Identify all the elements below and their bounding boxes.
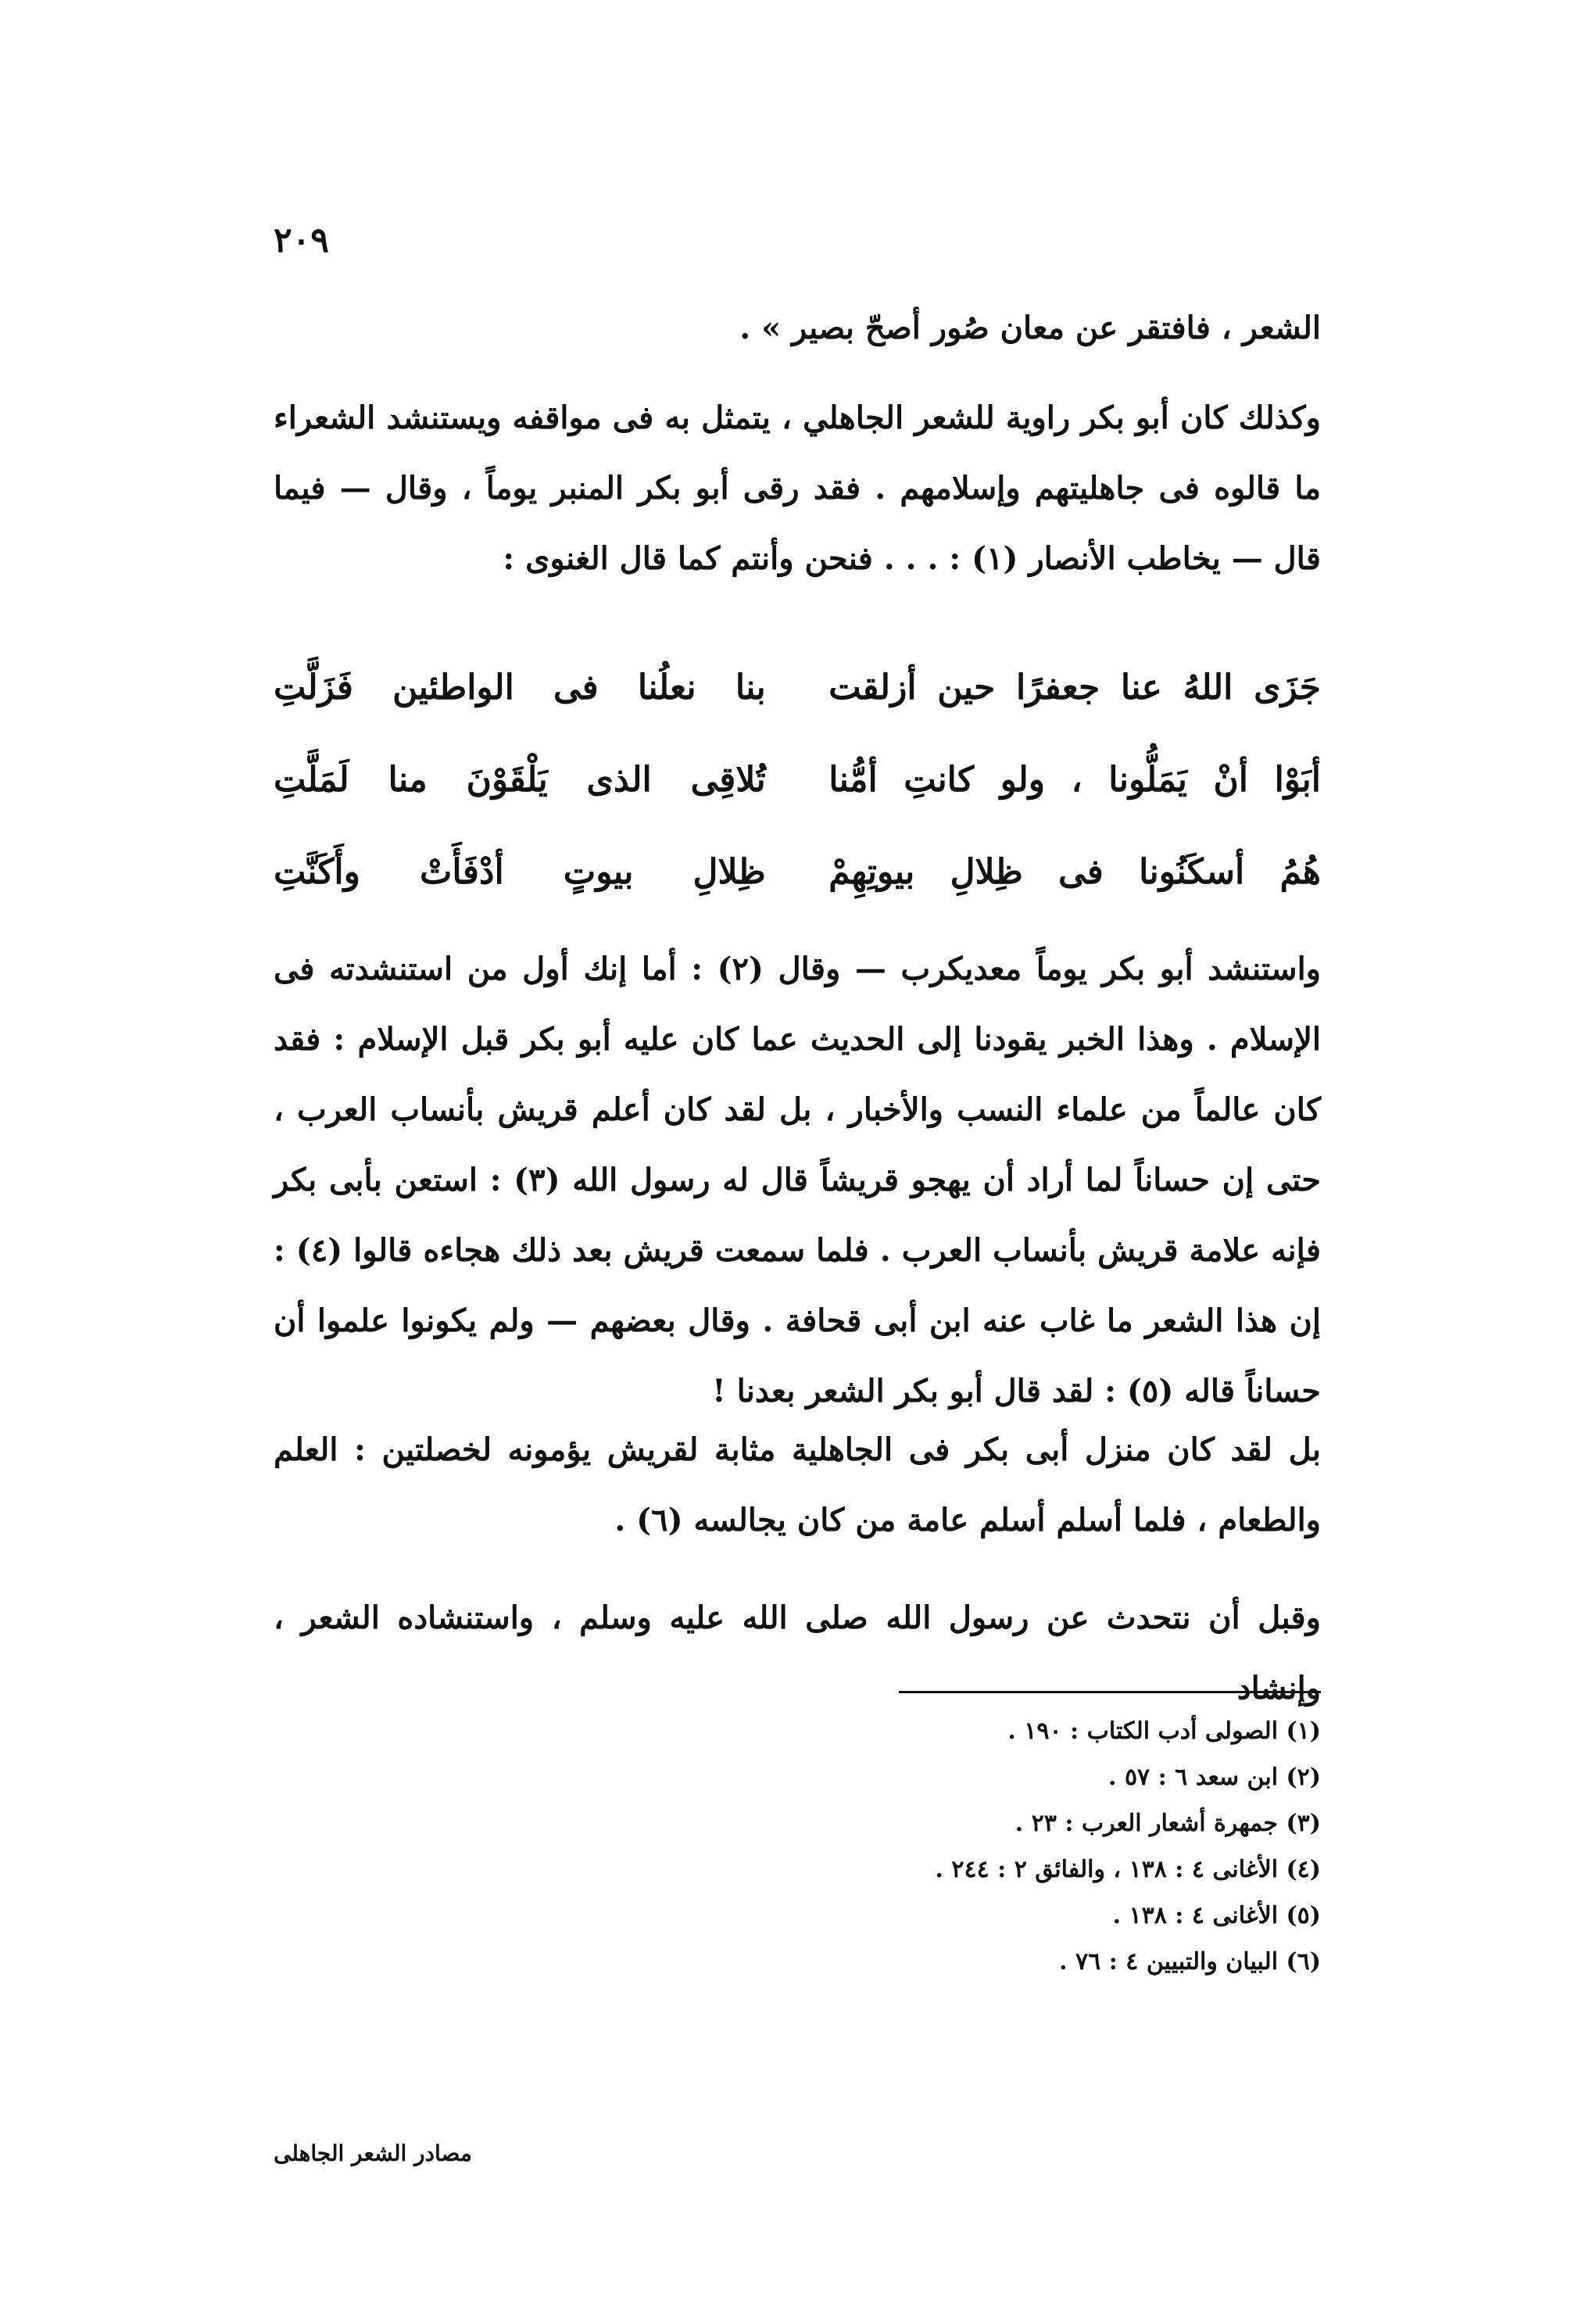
page-number: ٢٠٩ xyxy=(274,220,329,260)
running-footer: مصادر الشعر الجاهلى xyxy=(274,2140,472,2166)
footnote: (٤) الأغانى ٤ : ١٣٨ ، والفائق ٢ : ٢٤٤ . xyxy=(935,1856,1321,1883)
footnote: (٥) الأغانى ٤ : ١٣٨ . xyxy=(1112,1902,1321,1929)
paragraph-text: واستنشد أبو بكر يوماً معديكرب — وقال (٢) : أما إنك أول من استنشدته فى الإسلام . وهذا الخبر يقودنا إلى الحديث عما كان عليه أبو بكر قبل الإسلام : فقد كان عالماً من علماء النسب والأخبار ، بل لقد كان أعلم قريش بأنساب العرب ، حتى إن حساناً لما أراد أن يهجو قريشاً قال له رسول الله (٣) : استعن بأبى بكر فإنه علامة قريش بأنساب العرب . فلما سمعت قريش بعد ذلك هجاءه قالوا (٤) : إن هذا الشعر ما غاب عنه ابن أبى قحافة . وقال بعضهم — ولم يكونوا علموا أن حساناً قاله (٥) : لقد قال أبو بكر الشعر بعدنا ! xyxy=(274,951,1321,1409)
verse-second-hemistich: تُلاقِى الذى يَلْقَوْنَ منا لَمَلَّتِ xyxy=(274,759,766,800)
verse-second-hemistich: ظِلالِ بيوتٍ أدْفَأَتْ وأَكَنَّتِ xyxy=(274,851,766,892)
verse-first-hemistich: هُمُ أسكَنُونا فى ظِلالِ بيوتِهِمْ xyxy=(828,851,1321,892)
paragraph-text: وقبل أن نتحدث عن رسول الله صلى الله عليه وسلم ، واستنشاده الشعر ، وإنشاد xyxy=(274,1599,1321,1707)
poem xyxy=(274,641,1321,918)
paragraph-text: وكذلك كان أبو بكر راوية للشعر الجاهلي ، يتمثل به فى مواقفه ويستنشد الشعراء ما قالوه فى جاهليتهم وإسلامهم . فقد رقى أبو بكر المنبر يوماً ، وقال — فيما قال — يخاطب الأنصار (١) : . . . فنحن وأنتم كما قال الغنوى : xyxy=(274,399,1321,577)
paragraph-2 xyxy=(274,934,1321,1427)
verse-second-hemistich: بنا نعلُنا فى الواطئين فَزَلَّتِ xyxy=(274,667,766,707)
footnote: (٦) البيان والتبيين ٤ : ٧٦ . xyxy=(1059,1948,1321,1975)
footnotes xyxy=(617,1708,1321,1985)
verse-first-hemistich: أبَوْا أنْ يَمَلُّونا ، ولو كانتِ أمُّنا xyxy=(828,759,1321,800)
poem-verse xyxy=(274,826,1321,918)
footnote: (١) الصولى أدب الكتاب : ١٩٠ . xyxy=(1007,1717,1321,1745)
verse-first-hemistich: جَزَى اللهُ عنا جعفرًا حين أزلقت xyxy=(828,667,1321,707)
paragraph-1 xyxy=(274,383,1321,594)
poem-verse xyxy=(274,733,1321,826)
footnote-divider xyxy=(899,1691,1321,1693)
paragraph-text: الشعر ، فافتقر عن معان صُور أصحّ بصير » . xyxy=(739,310,1321,346)
paragraph-4 xyxy=(274,1583,1321,1724)
footnote: (٣) جمهرة أشعار العرب : ٢٣ . xyxy=(1014,1810,1321,1837)
paragraph-text: بل لقد كان منزل أبى بكر فى الجاهلية مثابة لقريش يؤمونه لخصلتين : العلم والطعام ، فلما أسلم أسلم عامة من كان يجالسه (٦) . xyxy=(274,1431,1321,1538)
poem-verse xyxy=(274,641,1321,733)
paragraph-0 xyxy=(274,293,1321,364)
paragraph-3 xyxy=(274,1415,1321,1556)
footnote: (٢) ابن سعد ٦ : ٥٧ . xyxy=(1108,1764,1321,1791)
